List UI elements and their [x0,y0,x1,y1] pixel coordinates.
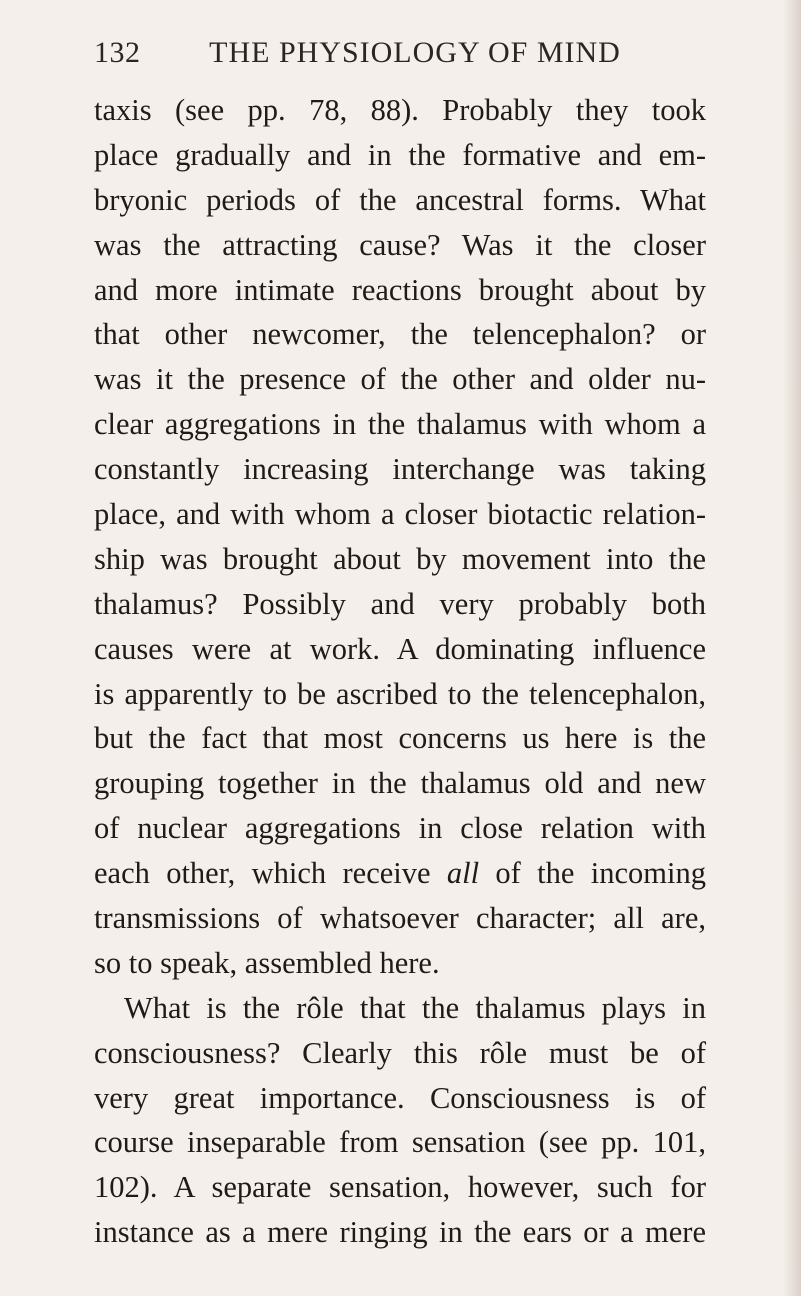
text-line: was the attracting cause? Was it the closer [94,227,706,262]
text-line: taxis (see pp. 78, 88). Probably they took [94,93,706,127]
text-line: course inseparable from sensation (see pp. 101, [94,1125,706,1160]
italic-word: all [446,856,480,891]
text-line: transmissions of whatsoever character; all are, [94,901,706,936]
text-line: clear aggregations in the thalamus with whom a [94,407,706,442]
paragraph-1 [94,88,706,986]
text-line: 102). A separate sensation, however, such for [94,1170,706,1205]
text-line: instance as a mere ringing in the ears or a mere [94,1215,706,1250]
text-line: grouping together in the thalamus old and new [94,766,706,801]
text-line: is apparently to be ascribed to the telencephalon, [94,676,706,711]
text-line: was it the presence of the other and older nu- [94,362,706,397]
text-line: What is the rôle that the thalamus plays in [124,990,706,1025]
page-header [94,36,706,76]
page-edge-shadow [783,0,801,1296]
text-line: of nuclear aggregations in close relation with [94,811,706,846]
line-segment: of the incoming [495,856,706,891]
body-text [94,88,706,1255]
text-line: causes were at work. A dominating influence [94,631,706,666]
text-line: place gradually and in the formative and em- [94,137,706,172]
text-line: but the fact that most concerns us here is the [94,721,706,756]
text-line: consciousness? Clearly this rôle must be of [94,1035,706,1070]
line-segment: each other, which receive [94,856,431,891]
page-number: 132 [94,36,141,69]
text-line: that other newcomer, the telencephalon? or [94,317,706,352]
text-line: place, and with whom a closer biotactic relation- [94,497,706,532]
text-line: so to speak, assembled here. [94,945,440,980]
text-line: constantly increasing interchange was taking [94,452,706,487]
paragraph-2 [94,986,706,1255]
text-line: thalamus? Possibly and very probably both [94,586,706,621]
running-head: THE PHYSIOLOGY OF MIND [209,36,621,69]
text-line: ship was brought about by movement into the [94,541,706,576]
text-line: bryonic periods of the ancestral forms. What [94,182,706,217]
text-line: and more intimate reactions brought about by [94,272,706,307]
text-line: very great importance. Consciousness is of [94,1080,706,1115]
text-line-with-italic [94,851,706,896]
